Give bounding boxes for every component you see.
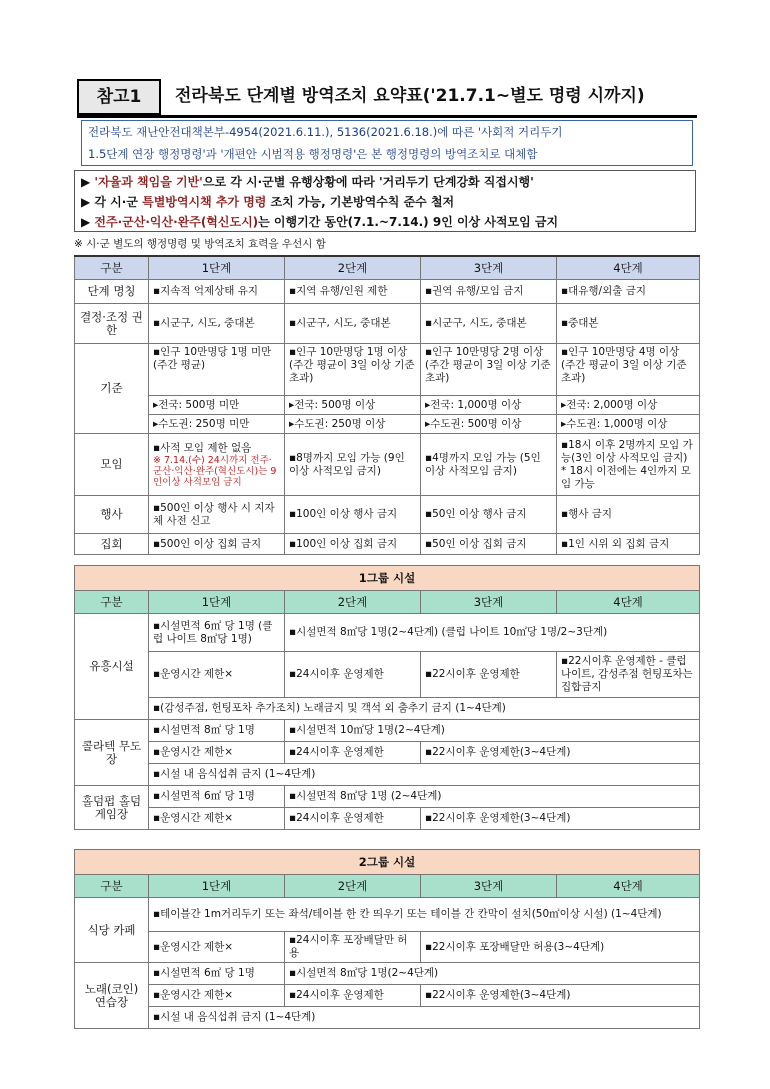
- cell: ▪500인 이상 행사 시 지자체 사전 신고: [149, 496, 285, 534]
- table-row: [75, 280, 700, 304]
- header-stage-1: 1단계: [149, 591, 285, 614]
- table-row: [75, 698, 700, 720]
- cell: ▪인구 10만명당 2명 이상 (주간 평균이 3일 이상 기준 초과): [421, 344, 557, 396]
- table-row: [75, 786, 700, 808]
- table-row: [75, 614, 700, 652]
- cell: ▪24시이후 운영제한: [285, 985, 421, 1007]
- cell: ▪22시이후 운영제한(3~4단계): [421, 985, 700, 1007]
- cell: ▪인구 10만명당 1명 미만 (주간 평균): [149, 344, 285, 396]
- cell: ▪8명까지 모임 가능 (9인 이상 사적모임 금지): [285, 434, 421, 496]
- row-label: 집회: [75, 534, 149, 555]
- row-label: 모임: [75, 434, 149, 496]
- group-header-row: [75, 875, 700, 898]
- cell: ▪50인 이상 행사 금지: [421, 496, 557, 534]
- header-stage-2: 2단계: [285, 875, 421, 898]
- cell: ▪22시이후 포장배달만 허용(3~4단계): [421, 932, 700, 963]
- table-row: [75, 534, 700, 555]
- row-label: 기준: [75, 344, 149, 434]
- row-label: 콜라텍 무도장: [75, 720, 149, 786]
- cell: ▪시설면적 8㎡ 당 1명: [149, 720, 285, 742]
- table-row: [75, 415, 700, 434]
- cell: ▪22시이후 운영제한(3~4단계): [421, 808, 700, 830]
- cell: ▪권역 유행/모임 금지: [421, 280, 557, 304]
- cell: ▸전국: 500명 미만: [149, 396, 285, 415]
- table-row: [75, 932, 700, 963]
- header-stage-4: 4단계: [557, 256, 700, 280]
- intro-line-2: 1.5단계 연장 행정명령'과 '개편안 시범적용 행정명령'은 본 행정명령의 방역조치로 대체함: [88, 147, 538, 161]
- header-stage-2: 2단계: [285, 256, 421, 280]
- cell: ▪50인 이상 집회 금지: [421, 534, 557, 555]
- cell: ▪시설면적 6㎡ 당 1명: [149, 963, 285, 985]
- group2-table: [74, 849, 700, 1029]
- cell: ▪시설면적 8㎡당 1명 (2~4단계): [285, 786, 700, 808]
- stage-table: [74, 255, 700, 555]
- table-header-row: [75, 256, 700, 280]
- cell: ▪시설면적 6㎡ 당 1명: [149, 786, 285, 808]
- cell: ▪운영시간 제한×: [149, 652, 285, 698]
- row-label: 행사: [75, 496, 149, 534]
- notice-line-1: ▶ '자율과 책임을 기반'으로 각 시·군별 유행상황에 따라 '거리두기 단계강화 직접시행': [81, 175, 534, 189]
- group1-table: [74, 565, 700, 830]
- cell: ▪운영시간 제한×: [149, 932, 285, 963]
- cell: ▪24시이후 운영제한: [285, 652, 421, 698]
- cell: ▪시설면적 6㎡ 당 1명 (클럽 나이트 8㎡당 1명): [149, 614, 285, 652]
- table-row: [75, 652, 700, 698]
- intro-box: [81, 120, 693, 166]
- notice-box: [74, 170, 696, 232]
- table-row: [75, 396, 700, 415]
- table-row: [75, 720, 700, 742]
- row-label: 홀덤펍 홀덤게임장: [75, 786, 149, 830]
- cell: ▪4명까지 모임 가능 (5인 이상 사적모임 금지): [421, 434, 557, 496]
- header-stage-1: 1단계: [149, 875, 285, 898]
- footnote: ※ 시·군 별도의 행정명령 및 방역조치 효력을 우선시 함: [74, 238, 326, 250]
- cell-text: ▪18시 이후 2명까지 모임 가능(3인 이상 사적모임 금지): [561, 438, 693, 464]
- cell: ▪22시이후 운영제한 - 클럽나이트, 감성주점 헌팅포차는 집합금지: [557, 652, 700, 698]
- cell: ▪시설면적 8㎡당 1명(2~4단계): [285, 963, 700, 985]
- cell: ▪시군구, 시도, 중대본: [285, 304, 421, 344]
- cell: ▪1인 시위 외 집회 금지: [557, 534, 700, 555]
- header-stage-3: 3단계: [421, 256, 557, 280]
- header-stage-4: 4단계: [557, 591, 700, 614]
- cell: ▸수도권: 500명 이상: [421, 415, 557, 434]
- cell: ▪인구 10만명당 1명 이상 (주간 평균이 3일 이상 기준 초과): [285, 344, 421, 396]
- cell: ▪지속적 억제상태 유지: [149, 280, 285, 304]
- cell: ▪시설면적 10㎡당 1명(2~4단계): [285, 720, 700, 742]
- row-label: 단계 명칭: [75, 280, 149, 304]
- cell: ▪24시이후 포장배달만 허용: [285, 932, 421, 963]
- cell: ▪24시이후 운영제한: [285, 808, 421, 830]
- cell: ▸전국: 1,000명 이상: [421, 396, 557, 415]
- reference-badge: 참고1: [77, 79, 161, 115]
- cell: ▪시설 내 음식섭취 금지 (1~4단계): [149, 1007, 700, 1029]
- cell-text: ▪사적 모임 제한 없음: [153, 441, 252, 454]
- header-category: 구분: [75, 875, 149, 898]
- cell: ▪운영시간 제한×: [149, 985, 285, 1007]
- cell: ▪100인 이상 행사 금지: [285, 496, 421, 534]
- cell: [149, 434, 285, 496]
- cell-note: ※ 7.14.(수) 24시까지 전주·군산·익산·완주(혁신도시)는 9인이상 사적모임 금지: [153, 454, 277, 488]
- row-label: 결정·조정 권한: [75, 304, 149, 344]
- table-row: [75, 898, 700, 932]
- header-stage-3: 3단계: [421, 591, 557, 614]
- table-row: [75, 985, 700, 1007]
- table-row: [75, 496, 700, 534]
- title-underline: [77, 115, 697, 118]
- intro-line-1: 전라북도 재난안전대책본부-4954(2021.6.11.), 5136(2021.6.18.)에 따른 '사회적 거리두기: [88, 125, 563, 139]
- header-stage-1: 1단계: [149, 256, 285, 280]
- header-stage-3: 3단계: [421, 875, 557, 898]
- cell: ▪시설 내 음식섭취 금지 (1~4단계): [149, 764, 700, 786]
- table-row: [75, 742, 700, 764]
- cell: ▪22시이후 운영제한: [421, 652, 557, 698]
- title-row: [77, 77, 697, 115]
- cell: ▸수도권: 250명 미만: [149, 415, 285, 434]
- cell: ▪22시이후 운영제한(3~4단계): [421, 742, 700, 764]
- group-title: 1그룹 시설: [75, 566, 700, 591]
- header-category: 구분: [75, 591, 149, 614]
- cell: ▪(감성주점, 헌팅포차 추가조치) 노래금지 및 객석 외 춤추기 금지 (1~4단계): [149, 698, 700, 720]
- cell: ▪중대본: [557, 304, 700, 344]
- table-row: [75, 304, 700, 344]
- group-title-row: [75, 850, 700, 875]
- cell: ▸수도권: 1,000명 이상: [557, 415, 700, 434]
- header-stage-4: 4단계: [557, 875, 700, 898]
- cell: ▸전국: 2,000명 이상: [557, 396, 700, 415]
- cell: ▪시군구, 시도, 중대본: [149, 304, 285, 344]
- header-category: 구분: [75, 256, 149, 280]
- row-label: 유흥시설: [75, 614, 149, 720]
- cell: ▸전국: 500명 이상: [285, 396, 421, 415]
- cell: ▪대유행/외출 금지: [557, 280, 700, 304]
- cell: ▪운영시간 제한×: [149, 808, 285, 830]
- cell: ▪시설면적 8㎡당 1명(2~4단계) (클럽 나이트 10㎡당 1명/2~3단계): [285, 614, 700, 652]
- cell: ▪운영시간 제한×: [149, 742, 285, 764]
- cell: ▪100인 이상 집회 금지: [285, 534, 421, 555]
- table-row: [75, 808, 700, 830]
- cell: ▪24시이후 운영제한: [285, 742, 421, 764]
- group-title-row: [75, 566, 700, 591]
- table-row: [75, 1007, 700, 1029]
- notice-line-3: ▶ 전주·군산·익산·완주(혁신도시)는 이행기간 동안(7.1.~7.14.) 9인 이상 사적모임 금지: [81, 215, 559, 229]
- notice-line-2: ▶ 각 시·군 특별방역시책 추가 명령 조치 가능, 기본방역수칙 준수 철저: [81, 195, 455, 209]
- cell: [557, 434, 700, 496]
- row-label: 노래(코인) 연습장: [75, 963, 149, 1029]
- group-header-row: [75, 591, 700, 614]
- header-stage-2: 2단계: [285, 591, 421, 614]
- table-row: [75, 764, 700, 786]
- cell: ▪지역 유행/인원 제한: [285, 280, 421, 304]
- cell-note: * 18시 이전에는 4인까지 모임 가능: [561, 464, 691, 490]
- cell: ▪인구 10만명당 4명 이상 (주간 평균이 3일 이상 기준 초과): [557, 344, 700, 396]
- cell: ▸수도권: 250명 이상: [285, 415, 421, 434]
- table-row: [75, 963, 700, 985]
- row-label: 식당 카페: [75, 898, 149, 963]
- page-title: 전라북도 단계별 방역조치 요약표('21.7.1~별도 명령 시까지): [175, 86, 645, 106]
- table-row: [75, 344, 700, 396]
- cell: ▪테이블간 1m거리두기 또는 좌석/테이블 한 칸 띄우기 또는 테이블 간 칸막이 설치(50㎡이상 시설) (1~4단계): [149, 898, 700, 932]
- table-row: [75, 434, 700, 496]
- cell: ▪500인 이상 집회 금지: [149, 534, 285, 555]
- cell: ▪행사 금지: [557, 496, 700, 534]
- cell: ▪시군구, 시도, 중대본: [421, 304, 557, 344]
- group-title: 2그룹 시설: [75, 850, 700, 875]
